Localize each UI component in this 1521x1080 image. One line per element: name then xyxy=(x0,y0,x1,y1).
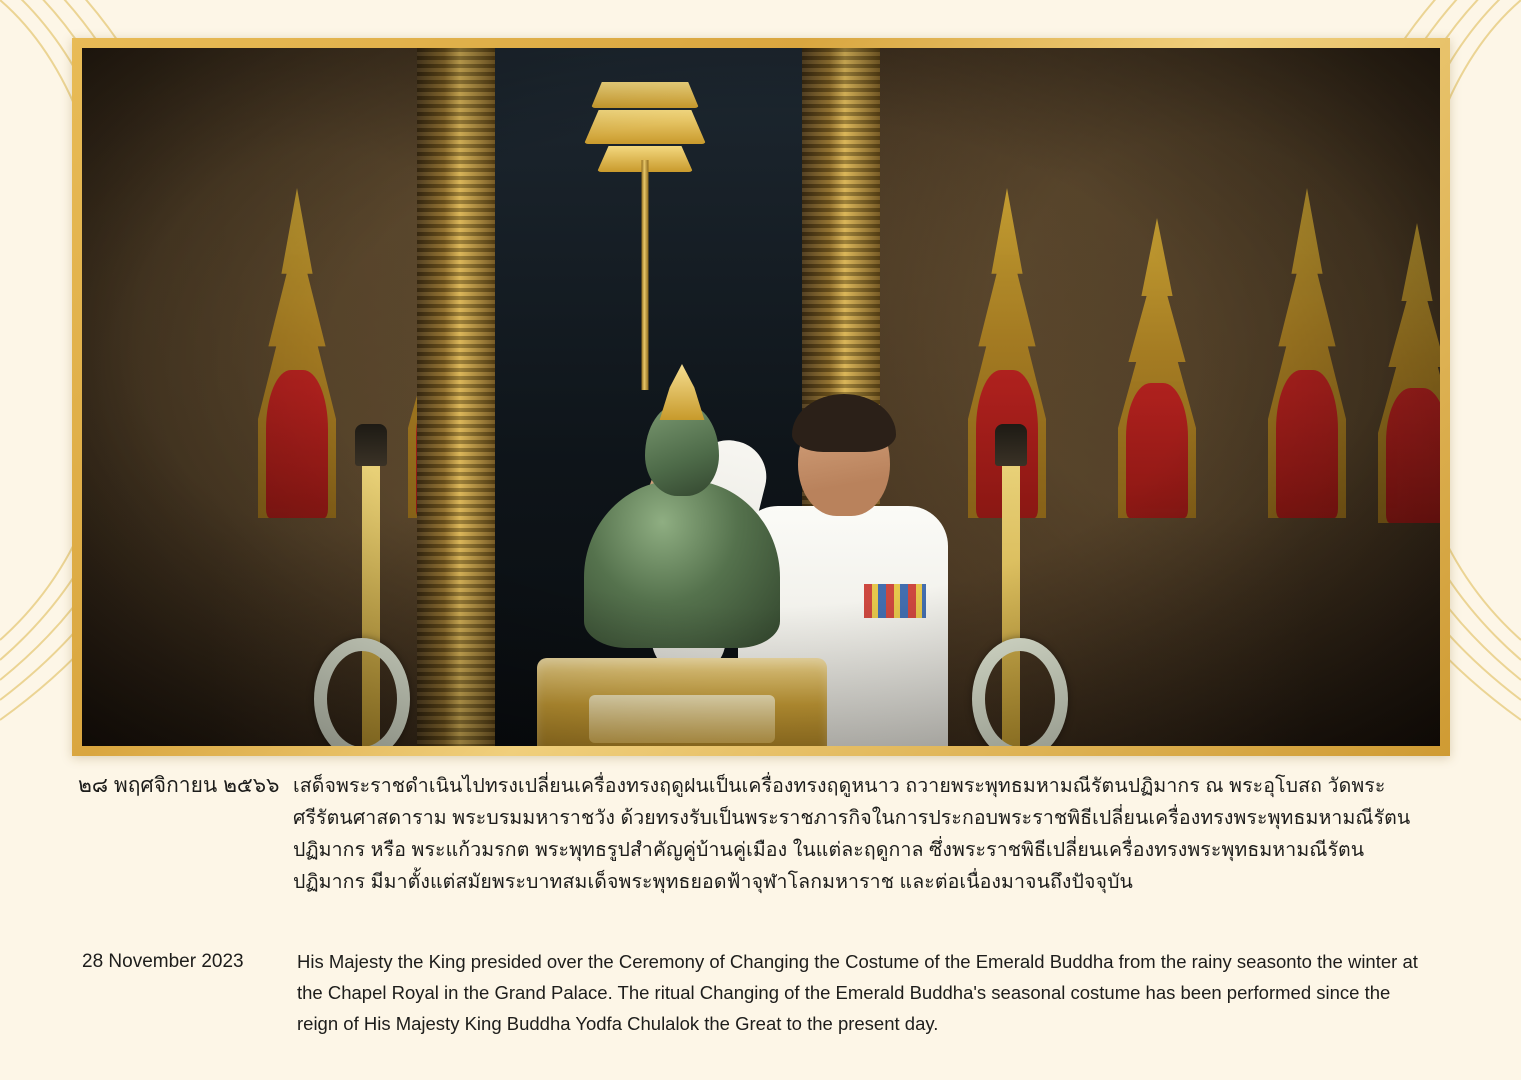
ceremony-photo xyxy=(82,48,1440,746)
caption-date-english: 28 November 2023 xyxy=(82,951,244,972)
caption-body-thai: เสด็จพระราชดำเนินไปทรงเปลี่ยนเครื่องทรงฤดูฝนเป็นเครื่องทรงฤดูหนาว ถวายพระพุทธมหามณีรัตนปฏิมากร ณ พระอุโบสถ วัดพระศรีรัตนศาสดาราม พระบรมมหาราชวัง ด้วยทรงรับเป็นพระราชภารกิจในการประกอบพระราชพิธีเปลี่ยนเครื่องทรงพระพุทธมหามณีรัตนปฏิมากร หรือ พระแก้วมรกต พระพุทธรูปสำคัญคู่บ้านคู่เมือง ในแต่ละฤดูกาล ซึ่งพระราชพิธีเปลี่ยนเครื่องทรงพระพุทธมหามณีรัตนปฏิมากร มีมาตั้งแต่สมัยพระบาทสมเด็จพระพุทธยอดฟ้าจุฬาโลกมหาราช และต่อเนื่องมาจนถึงปัจจุบัน xyxy=(293,775,1411,893)
photo-frame xyxy=(72,38,1450,756)
photo-scene-background xyxy=(82,48,1440,746)
caption-body-english: His Majesty the King presided over the Ceremony of Changing the Costume of the Emerald Buddha from the rainy seasonto the winter at the Chapel Royal in the Grand Palace. The ritual Changing of the Emerald Buddha's seasonal costume has been performed since the reign of His Majesty King Buddha Yodfa Chulalok the Great to the present day. xyxy=(297,951,1418,1034)
caption-row-thai xyxy=(0,770,1521,898)
caption-block xyxy=(0,770,1521,1039)
photo-vignette xyxy=(82,48,1440,746)
caption-date-thai: ๒๘ พฤศจิกายน ๒๕๖๖ xyxy=(78,774,280,797)
caption-row-english xyxy=(0,946,1521,1039)
